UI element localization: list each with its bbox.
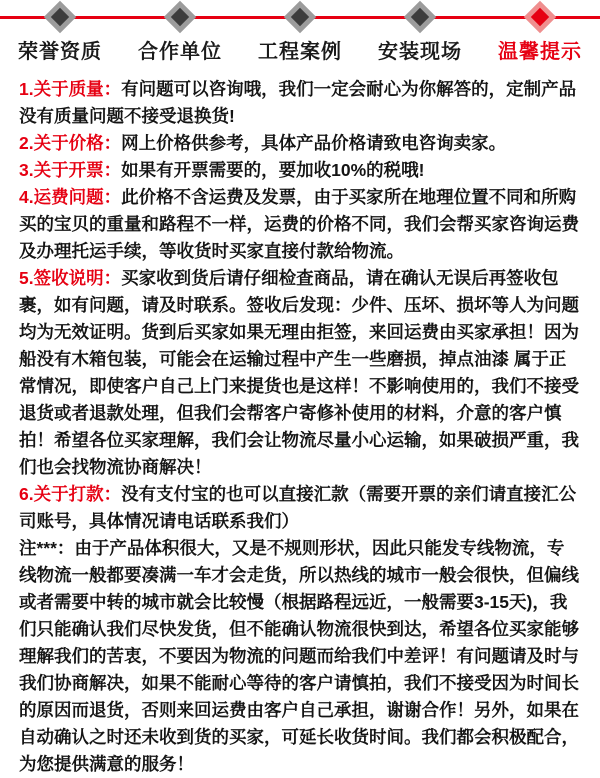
notice-invoice xyxy=(19,157,581,184)
tab-label: 合作单位 xyxy=(138,41,222,63)
diamond-icon xyxy=(163,2,197,31)
notice-label: 注***： xyxy=(19,538,75,558)
tab-label: 温馨提示 xyxy=(498,41,582,63)
notice-label: 3.关于开票： xyxy=(19,160,122,180)
notice-text: 如果有开票需要的，要加收10%的税哦! xyxy=(121,160,425,180)
tab-warm-tips-active[interactable] xyxy=(480,2,600,64)
diamond-icon xyxy=(403,2,437,31)
diamond-icon-active xyxy=(523,2,557,31)
notice-text: 有问题可以咨询哦，我们一定会耐心为你解答的，定制产品没有质量问题不接受退换货! xyxy=(19,79,577,126)
notice-remark xyxy=(19,535,581,778)
tab-installation-site[interactable] xyxy=(360,2,480,64)
notice-text: 此价格不含运费及发票，由于买家所在地理位置不同和所购买的宝贝的重量和路程不一样，运费的价格不同，我们会帮买家咨询运费及办理托运手续，等收货时买家直接付款给物流。 xyxy=(19,187,579,261)
notice-payment xyxy=(19,481,581,535)
notice-price xyxy=(19,130,581,157)
tab-honor-qualifications[interactable] xyxy=(0,2,120,64)
tab-label: 荣誉资质 xyxy=(18,41,102,63)
notice-label: 2.关于价格： xyxy=(19,133,122,153)
notice-shipping xyxy=(19,184,581,265)
tab-project-cases[interactable] xyxy=(240,2,360,64)
notice-label: 5.签收说明： xyxy=(19,268,122,288)
diamond-icon xyxy=(283,2,317,31)
notice-label: 1.关于质量： xyxy=(19,79,122,99)
tab-label: 工程案例 xyxy=(258,41,342,63)
notice-sign-receipt xyxy=(19,265,581,481)
notice-list xyxy=(0,64,600,778)
tab-partners[interactable] xyxy=(120,2,240,64)
notice-text: 网上价格供参考，具体产品价格请致电咨询卖家。 xyxy=(121,133,507,153)
notice-text: 由于产品体积很大，又是不规则形状，因此只能发专线物流，专线物流一般都要凑满一车才会走货，所以热线的城市一般会很快，但偏线或者需要中转的城市就会比较慢（根据路程远近，一般需要3-15天)，我们只能确认我们尽快发货，但不能确认物流很快到达，希望各位买家能够理解我们的苦衷，不要因为物流的问题而给我们中差评！有问题请及时与我们协商解决，如果不能耐心等待的客户请慎拍，我们不接受因为时间长的原因而退货，否则来回运费由客户自己承担，谢谢合作！另外，如果在自动确认之时还未收到货的买家，可延长收货时间。我们都会积极配合，为您提供满意的服务！ xyxy=(19,538,579,774)
notice-label: 4.运费问题： xyxy=(19,187,122,207)
notice-label: 6.关于打款： xyxy=(19,484,122,504)
tab-label: 安装现场 xyxy=(378,41,462,63)
diamond-icon xyxy=(43,2,77,31)
section-tabbar xyxy=(0,0,600,64)
notice-text: 买家收到货后请仔细检查商品，请在确认无误后再签收包裹，如有问题，请及时联系。签收后发现：少件、压坏、损坏等人为问题均为无效证明。货到后买家如果无理由拒签，来回运费由买家承担！因为船没有木箱包装，可能会在运输过程中产生一些磨损，掉点油漆 属于正常情况，即使客户自己上门来提货也是这样！不影响使用的，我们不接受退货或者退款处理，但我们会帮客户寄修补使用的材料，介意的客户慎拍！希望各位买家理解，我们会让物流尽量小心运输，如果破损严重，我们也会找物流协商解决！ xyxy=(19,268,579,477)
notice-text: 没有支付宝的也可以直接汇款（需要开票的亲们请直接汇公司账号，具体情况请电话联系我们） xyxy=(19,484,577,531)
notice-quality xyxy=(19,76,581,130)
